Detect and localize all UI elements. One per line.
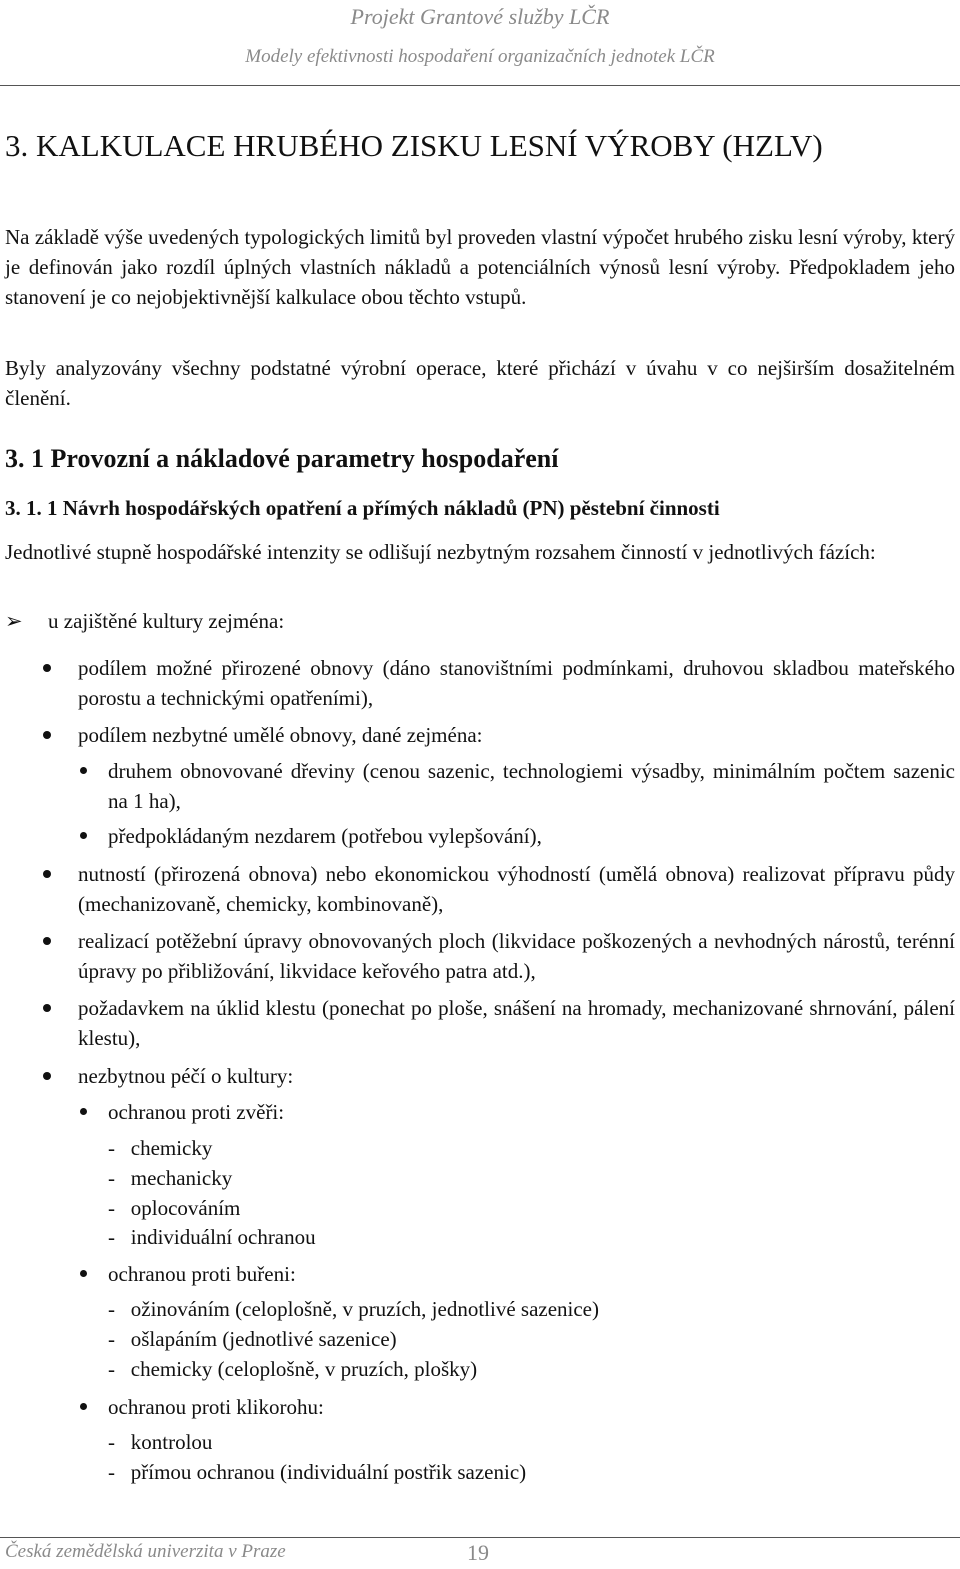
bullet-icon (43, 1004, 51, 1012)
list-item-weevil-protection: ochranou proti klikorohu: (108, 1395, 324, 1419)
section-title: 3. 1 Provozní a nákladové parametry hospodaření (5, 444, 559, 473)
dash-item: - individuální ochranou (108, 1225, 316, 1249)
bullet-icon (43, 664, 51, 672)
subsection-intro: Jednotlivé stupně hospodářské intenzity se odlišují nezbytným rozsahem činností v jednotlivých fázích: (5, 540, 876, 564)
list-item-game-protection: ochranou proti zvěři: (108, 1100, 285, 1124)
subsection-title: 3. 1. 1 Návrh hospodářských opatření a přímých nákladů (PN) pěstební činnosti (5, 496, 720, 520)
chapter-title: 3. KALKULACE HRUBÉHO ZISKU LESNÍ VÝROBY (HZLV) (5, 128, 823, 163)
bullet-icon (80, 767, 87, 774)
bullet-icon (80, 1403, 87, 1410)
page-number: 19 (467, 1540, 489, 1565)
header-subtitle: Modely efektivnosti hospodaření organizačních jednotek LČR (245, 46, 715, 67)
intro-paragraph-1: Na základě výše uvedených typologických limitů byl proveden vlastní výpočet hrubého zisku lesní výroby, který je definován jako rozdíl úplných vlastních nákladů a potenciálních výnosů lesní výroby. Předpokladem jeho stanovení je co nejobjektivnější kalkulace obou těchto vstupů. (5, 225, 955, 309)
footer-university: Česká zemědělská univerzita v Praze (5, 1541, 286, 1562)
list-item-artificial-regeneration: podílem nezbytné umělé obnovy, dané zejména: (78, 723, 483, 747)
bullet-icon (80, 832, 87, 839)
list-item-weed-protection: ochranou proti buřeni: (108, 1262, 296, 1286)
dash-item: - ošlapáním (jednotlivé sazenice) (108, 1327, 397, 1351)
dash-item: - chemicky (celoplošně, v pruzích, plošky) (108, 1357, 478, 1381)
dash-item: - přímou ochranou (individuální postřik sazenic) (108, 1460, 527, 1484)
bullet-icon (80, 1270, 87, 1277)
header-divider (0, 85, 960, 86)
dash-item: - chemicky (108, 1136, 213, 1160)
intro-paragraph-2: Byly analyzovány všechny podstatné výrobní operace, které přichází v úvahu v co nejširším dosažitelném členění. (5, 356, 955, 410)
list-item-post-harvest: realizací potěžební úpravy obnovovaných ploch (likvidace poškozených a nevhodných nárostů, terénní úpravy po přibližování, likvidace keřového patra atd.), (78, 929, 955, 983)
dash-item: - kontrolou (108, 1430, 213, 1454)
bullet-icon (43, 1072, 51, 1080)
dash-item: - ožinováním (celoplošně, v pruzích, jednotlivé sazenice) (108, 1297, 599, 1321)
list-item-expected-failure: předpokládaným nezdarem (potřebou vylepšování), (108, 824, 542, 848)
list-item-slash-cleanup: požadavkem na úklid klestu (ponechat po ploše, snášení na hromady, mechanizované shrnování, pálení klestu), (78, 996, 955, 1050)
bullet-icon (80, 1108, 87, 1115)
list-item-soil-preparation: nutností (přirozená obnova) nebo ekonomickou výhodností (umělá obnova) realizovat přípravu půdy (mechanizovaně, chemicky, kombinovaně), (78, 862, 955, 916)
bullet-icon (43, 731, 51, 739)
dash-item: - oplocováním (108, 1196, 241, 1220)
footer-divider (0, 1537, 960, 1538)
list-item-plantation-care: nezbytnou péčí o kultury: (78, 1064, 294, 1088)
arrow-bullet-icon: ➢ (5, 609, 23, 633)
header-project-title: Projekt Grantové služby LČR (350, 4, 610, 29)
list-item-natural-regeneration: podílem možné přirozené obnovy (dáno stanovištními podmínkami, druhovou skladbou mateřského porostu a technickými opatřeními), (78, 656, 955, 710)
dash-item: - mechanicky (108, 1166, 233, 1190)
arrow-item: u zajištěné kultury zejména: (48, 609, 285, 633)
bullet-icon (43, 937, 51, 945)
list-item-tree-species: druhem obnovované dřeviny (cenou sazenic, technologiemi výsadby, minimálním počtem sazenic na 1 ha), (108, 759, 955, 813)
bullet-icon (43, 870, 51, 878)
